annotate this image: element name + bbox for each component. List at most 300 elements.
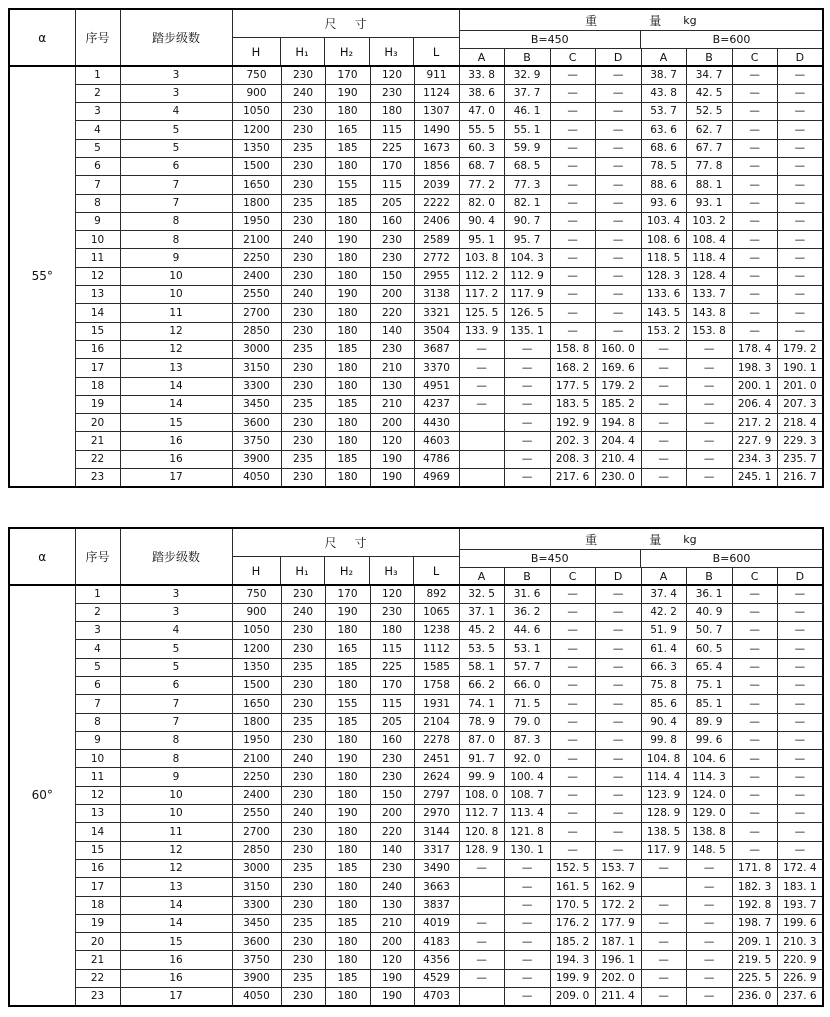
- cell-b600-C: —: [732, 322, 777, 340]
- cell-b600-D: —: [777, 322, 823, 340]
- cell-serial: 4: [75, 121, 120, 139]
- cell-H: 1800: [232, 194, 281, 212]
- cell-b450-D: 179. 2: [595, 377, 641, 395]
- cell-b600-D: —: [777, 841, 823, 859]
- cell-L: 3138: [414, 286, 459, 304]
- cell-b600-D: —: [777, 194, 823, 212]
- cell-b600-B: 65. 4: [686, 658, 732, 676]
- cell-L: 1124: [414, 84, 459, 102]
- cell-b600-C: 178. 4: [732, 340, 777, 358]
- cell-b600-D: —: [777, 750, 823, 768]
- cell-b600-D: —: [777, 66, 823, 84]
- cell-H1: 230: [281, 786, 325, 804]
- cell-H: 3150: [232, 359, 281, 377]
- cell-H1: 240: [281, 603, 325, 621]
- table-row: [9, 676, 823, 694]
- cell-b450-D: —: [595, 103, 641, 121]
- cell-H2: 180: [325, 249, 370, 267]
- cell-steps: 14: [120, 395, 232, 413]
- cell-H1: 230: [281, 66, 325, 84]
- cell-b600-A: 66. 3: [641, 658, 686, 676]
- cell-H1: 230: [281, 304, 325, 322]
- cell-b600-B: —: [686, 395, 732, 413]
- table-row: [9, 322, 823, 340]
- cell-H3: 205: [370, 194, 414, 212]
- cell-steps: 16: [120, 450, 232, 468]
- cell-b450-A: 33. 8: [459, 66, 504, 84]
- cell-L: 3317: [414, 841, 459, 859]
- table-row: [9, 914, 823, 932]
- cell-b450-A: 32. 5: [459, 585, 504, 603]
- cell-b450-C: —: [550, 249, 595, 267]
- cell-b600-A: 133. 6: [641, 286, 686, 304]
- cell-b450-C: 183. 5: [550, 395, 595, 413]
- cell-steps: 7: [120, 695, 232, 713]
- weight-unit: kg: [683, 13, 697, 27]
- cell-b450-D: —: [595, 585, 641, 603]
- cell-L: 3490: [414, 859, 459, 877]
- cell-b450-A: [459, 432, 504, 450]
- cell-b450-C: —: [550, 139, 595, 157]
- cell-steps: 10: [120, 286, 232, 304]
- col-header-H2: H₂: [325, 557, 370, 584]
- cell-serial: 15: [75, 322, 120, 340]
- cell-b600-C: —: [732, 585, 777, 603]
- cell-b600-C: 234. 3: [732, 450, 777, 468]
- cell-H1: 230: [281, 622, 325, 640]
- weight-title: 重 量 kg: [460, 10, 823, 31]
- cell-b450-C: 177. 5: [550, 377, 595, 395]
- cell-H3: 130: [370, 896, 414, 914]
- cell-b450-A: 68. 7: [459, 157, 504, 175]
- cell-b450-B: 57. 7: [504, 658, 550, 676]
- col-header-b600-B: B: [687, 568, 733, 584]
- cell-H2: 180: [325, 878, 370, 896]
- cell-H3: 200: [370, 933, 414, 951]
- cell-b600-B: —: [686, 377, 732, 395]
- cell-H1: 230: [281, 157, 325, 175]
- cell-H1: 230: [281, 267, 325, 285]
- cell-b600-C: —: [732, 286, 777, 304]
- cell-b450-C: —: [550, 603, 595, 621]
- cell-b450-A: 53. 5: [459, 640, 504, 658]
- cell-steps: 11: [120, 823, 232, 841]
- cell-b450-C: —: [550, 231, 595, 249]
- cell-H2: 180: [325, 432, 370, 450]
- cell-H2: 180: [325, 322, 370, 340]
- cell-b450-B: —: [504, 395, 550, 413]
- cell-b450-C: —: [550, 622, 595, 640]
- cell-H3: 230: [370, 859, 414, 877]
- cell-b600-A: —: [641, 896, 686, 914]
- cell-b450-B: —: [504, 988, 550, 1006]
- cell-b600-D: 218. 4: [777, 414, 823, 432]
- cell-b600-D: 201. 0: [777, 377, 823, 395]
- cell-b600-C: —: [732, 805, 777, 823]
- cell-b450-C: 161. 5: [550, 878, 595, 896]
- cell-b450-D: —: [595, 84, 641, 102]
- cell-L: 892: [414, 585, 459, 603]
- cell-b450-C: —: [550, 286, 595, 304]
- cell-serial: 23: [75, 988, 120, 1006]
- cell-b450-D: 153. 7: [595, 859, 641, 877]
- cell-H1: 230: [281, 322, 325, 340]
- cell-b600-B: —: [686, 414, 732, 432]
- table-row: [9, 212, 823, 230]
- cell-b450-D: 210. 4: [595, 450, 641, 468]
- table-row: [9, 249, 823, 267]
- cell-H: 1950: [232, 212, 281, 230]
- cell-b600-C: —: [732, 139, 777, 157]
- cell-H3: 140: [370, 322, 414, 340]
- cell-H: 900: [232, 84, 281, 102]
- cell-b600-A: 103. 4: [641, 212, 686, 230]
- cell-L: 3504: [414, 322, 459, 340]
- cell-H1: 230: [281, 841, 325, 859]
- cell-serial: 10: [75, 750, 120, 768]
- cell-steps: 12: [120, 841, 232, 859]
- cell-b600-B: 36. 1: [686, 585, 732, 603]
- cell-b450-B: —: [504, 414, 550, 432]
- cell-b600-B: 153. 8: [686, 322, 732, 340]
- cell-b600-B: —: [686, 988, 732, 1006]
- cell-b600-A: 43. 8: [641, 84, 686, 102]
- cell-b600-D: —: [777, 121, 823, 139]
- cell-b600-A: 138. 5: [641, 823, 686, 841]
- cell-H2: 185: [325, 194, 370, 212]
- cell-H: 2850: [232, 322, 281, 340]
- cell-H3: 120: [370, 432, 414, 450]
- cell-b450-A: 103. 8: [459, 249, 504, 267]
- cell-steps: 12: [120, 322, 232, 340]
- table-row: [9, 414, 823, 432]
- cell-b450-A: 47. 0: [459, 103, 504, 121]
- cell-L: 2104: [414, 713, 459, 731]
- cell-b450-B: —: [504, 951, 550, 969]
- cell-b600-A: 68. 6: [641, 139, 686, 157]
- cell-b600-D: —: [777, 676, 823, 694]
- table-row: [9, 66, 823, 84]
- cell-H1: 230: [281, 121, 325, 139]
- cell-H: 1200: [232, 640, 281, 658]
- cell-serial: 17: [75, 878, 120, 896]
- cell-b450-A: 78. 9: [459, 713, 504, 731]
- cell-H3: 160: [370, 212, 414, 230]
- cell-b600-A: —: [641, 859, 686, 877]
- cell-H3: 225: [370, 658, 414, 676]
- cell-H1: 230: [281, 377, 325, 395]
- cell-b450-B: 121. 8: [504, 823, 550, 841]
- cell-H3: 150: [370, 786, 414, 804]
- cell-steps: 3: [120, 603, 232, 621]
- table-row: [9, 194, 823, 212]
- cell-b450-D: —: [595, 695, 641, 713]
- col-header-steps: 踏步级数: [120, 528, 232, 585]
- cell-steps: 13: [120, 359, 232, 377]
- table-row: [9, 585, 823, 603]
- cell-b450-A: 82. 0: [459, 194, 504, 212]
- cell-serial: 16: [75, 859, 120, 877]
- cell-H: 3150: [232, 878, 281, 896]
- cell-b600-B: 138. 8: [686, 823, 732, 841]
- cell-serial: 22: [75, 969, 120, 987]
- cell-H: 3450: [232, 395, 281, 413]
- cell-b450-D: —: [595, 304, 641, 322]
- cell-b450-A: 108. 0: [459, 786, 504, 804]
- cell-steps: 5: [120, 139, 232, 157]
- col-header-H1: H₁: [281, 557, 325, 584]
- cell-b600-D: 193. 7: [777, 896, 823, 914]
- cell-b450-D: —: [595, 267, 641, 285]
- cell-H2: 190: [325, 286, 370, 304]
- cell-H: 3600: [232, 414, 281, 432]
- cell-H3: 200: [370, 286, 414, 304]
- table-row: [9, 896, 823, 914]
- cell-H: 750: [232, 585, 281, 603]
- table-row: [9, 359, 823, 377]
- cell-H: 3000: [232, 859, 281, 877]
- cell-b450-D: —: [595, 640, 641, 658]
- cell-H1: 235: [281, 859, 325, 877]
- cell-b450-A: —: [459, 377, 504, 395]
- cell-serial: 9: [75, 731, 120, 749]
- cell-b600-B: 34. 7: [686, 66, 732, 84]
- cell-b450-D: —: [595, 194, 641, 212]
- cell-b600-D: —: [777, 603, 823, 621]
- cell-b600-B: 50. 7: [686, 622, 732, 640]
- cell-L: 2222: [414, 194, 459, 212]
- cell-b450-A: —: [459, 914, 504, 932]
- table-row: [9, 731, 823, 749]
- cell-H: 2400: [232, 786, 281, 804]
- col-header-b450-A: A: [460, 49, 505, 65]
- cell-b600-A: 93. 6: [641, 194, 686, 212]
- cell-H1: 230: [281, 695, 325, 713]
- cell-b600-A: 143. 5: [641, 304, 686, 322]
- cell-b600-D: —: [777, 768, 823, 786]
- cell-b600-C: —: [732, 768, 777, 786]
- cell-steps: 10: [120, 786, 232, 804]
- cell-b600-A: —: [641, 432, 686, 450]
- cell-H: 3450: [232, 914, 281, 932]
- cell-H2: 180: [325, 951, 370, 969]
- cell-b600-C: —: [732, 622, 777, 640]
- cell-b450-D: 202. 0: [595, 969, 641, 987]
- cell-b600-A: 128. 9: [641, 805, 686, 823]
- cell-b450-B: 59. 9: [504, 139, 550, 157]
- cell-b450-A: 66. 2: [459, 676, 504, 694]
- cell-H3: 230: [370, 231, 414, 249]
- cell-H3: 220: [370, 823, 414, 841]
- cell-serial: 19: [75, 395, 120, 413]
- cell-H3: 130: [370, 377, 414, 395]
- cell-steps: 13: [120, 878, 232, 896]
- cell-serial: 23: [75, 469, 120, 487]
- cell-b450-C: —: [550, 805, 595, 823]
- cell-H3: 210: [370, 395, 414, 413]
- cell-b600-D: 229. 3: [777, 432, 823, 450]
- cell-b600-B: 89. 9: [686, 713, 732, 731]
- cell-L: 1758: [414, 676, 459, 694]
- cell-H: 1200: [232, 121, 281, 139]
- cell-L: 2589: [414, 231, 459, 249]
- cell-b600-C: 198. 7: [732, 914, 777, 932]
- cell-b600-D: —: [777, 713, 823, 731]
- cell-b450-A: 60. 3: [459, 139, 504, 157]
- cell-b600-C: —: [732, 267, 777, 285]
- cell-b450-B: 108. 7: [504, 786, 550, 804]
- cell-b600-B: 103. 2: [686, 212, 732, 230]
- cell-b450-D: 194. 8: [595, 414, 641, 432]
- cell-b450-B: 104. 3: [504, 249, 550, 267]
- cell-L: 4237: [414, 395, 459, 413]
- cell-b600-D: —: [777, 286, 823, 304]
- cell-steps: 6: [120, 157, 232, 175]
- cell-H3: 225: [370, 139, 414, 157]
- cell-H: 2100: [232, 231, 281, 249]
- dimensions-title: 尺 寸: [233, 10, 459, 38]
- table-row: [9, 103, 823, 121]
- cell-H2: 185: [325, 340, 370, 358]
- cell-b450-A: 55. 5: [459, 121, 504, 139]
- cell-b450-D: —: [595, 249, 641, 267]
- cell-b600-C: —: [732, 121, 777, 139]
- cell-b450-D: —: [595, 121, 641, 139]
- cell-L: 2797: [414, 786, 459, 804]
- cell-b450-B: —: [504, 914, 550, 932]
- table-row: [9, 713, 823, 731]
- cell-b450-C: —: [550, 585, 595, 603]
- cell-b450-C: 199. 9: [550, 969, 595, 987]
- cell-H1: 240: [281, 84, 325, 102]
- cell-b450-A: 45. 2: [459, 622, 504, 640]
- col-group-b600: B=600: [712, 33, 751, 46]
- cell-steps: 8: [120, 212, 232, 230]
- cell-H: 1350: [232, 658, 281, 676]
- cell-b600-D: 216. 7: [777, 469, 823, 487]
- cell-H: 1800: [232, 713, 281, 731]
- cell-b600-C: —: [732, 640, 777, 658]
- cell-b600-D: —: [777, 103, 823, 121]
- cell-b450-B: 87. 3: [504, 731, 550, 749]
- cell-b450-A: 87. 0: [459, 731, 504, 749]
- cell-b450-D: 169. 6: [595, 359, 641, 377]
- alpha-value: 55°: [9, 66, 75, 487]
- cell-H1: 235: [281, 969, 325, 987]
- cell-serial: 22: [75, 450, 120, 468]
- cell-H1: 230: [281, 103, 325, 121]
- cell-H2: 190: [325, 805, 370, 823]
- cell-b450-B: —: [504, 432, 550, 450]
- cell-steps: 10: [120, 805, 232, 823]
- cell-H3: 240: [370, 878, 414, 896]
- cell-b450-B: 79. 0: [504, 713, 550, 731]
- cell-b600-B: 108. 4: [686, 231, 732, 249]
- cell-b600-D: —: [777, 84, 823, 102]
- cell-H3: 220: [370, 304, 414, 322]
- cell-H1: 235: [281, 395, 325, 413]
- cell-b600-D: —: [777, 231, 823, 249]
- cell-b450-C: —: [550, 750, 595, 768]
- cell-b600-B: —: [686, 914, 732, 932]
- cell-serial: 1: [75, 66, 120, 84]
- cell-steps: 12: [120, 859, 232, 877]
- cell-b450-A: 120. 8: [459, 823, 504, 841]
- col-group-dimensions: [232, 9, 459, 66]
- cell-b450-B: 53. 1: [504, 640, 550, 658]
- cell-b600-C: —: [732, 157, 777, 175]
- cell-serial: 20: [75, 933, 120, 951]
- cell-H1: 235: [281, 450, 325, 468]
- cell-serial: 21: [75, 432, 120, 450]
- cell-steps: 7: [120, 713, 232, 731]
- cell-steps: 16: [120, 969, 232, 987]
- cell-b450-D: —: [595, 768, 641, 786]
- table-row: [9, 84, 823, 102]
- cell-b450-B: 126. 5: [504, 304, 550, 322]
- cell-b600-A: 78. 5: [641, 157, 686, 175]
- cell-L: 1490: [414, 121, 459, 139]
- cell-L: 2624: [414, 768, 459, 786]
- cell-b450-D: —: [595, 603, 641, 621]
- cell-steps: 15: [120, 414, 232, 432]
- cell-serial: 18: [75, 896, 120, 914]
- cell-serial: 17: [75, 359, 120, 377]
- col-header-b450-C: C: [551, 568, 596, 584]
- cell-b450-B: 95. 7: [504, 231, 550, 249]
- cell-H1: 240: [281, 750, 325, 768]
- cell-H: 1050: [232, 103, 281, 121]
- cell-H2: 180: [325, 731, 370, 749]
- cell-L: 4603: [414, 432, 459, 450]
- cell-b600-C: —: [732, 194, 777, 212]
- table-row: [9, 658, 823, 676]
- cell-H1: 235: [281, 914, 325, 932]
- cell-b600-D: —: [777, 176, 823, 194]
- cell-b600-C: 219. 5: [732, 951, 777, 969]
- cell-b450-A: [459, 450, 504, 468]
- cell-H2: 185: [325, 139, 370, 157]
- cell-steps: 14: [120, 896, 232, 914]
- cell-serial: 12: [75, 267, 120, 285]
- cell-L: 4019: [414, 914, 459, 932]
- cell-b600-A: —: [641, 933, 686, 951]
- col-header-b450-B: B: [505, 568, 551, 584]
- cell-steps: 10: [120, 267, 232, 285]
- cell-steps: 14: [120, 377, 232, 395]
- cell-steps: 7: [120, 194, 232, 212]
- cell-b600-B: 99. 6: [686, 731, 732, 749]
- cell-b450-B: —: [504, 933, 550, 951]
- cell-b450-D: 187. 1: [595, 933, 641, 951]
- cell-serial: 3: [75, 103, 120, 121]
- cell-b450-A: 128. 9: [459, 841, 504, 859]
- cell-b450-B: —: [504, 859, 550, 877]
- table-row: [9, 286, 823, 304]
- cell-H2: 180: [325, 988, 370, 1006]
- cell-b600-C: —: [732, 676, 777, 694]
- cell-b600-C: 198. 3: [732, 359, 777, 377]
- cell-b600-B: —: [686, 878, 732, 896]
- cell-H2: 155: [325, 695, 370, 713]
- cell-b450-A: —: [459, 359, 504, 377]
- cell-b450-D: —: [595, 841, 641, 859]
- cell-H1: 235: [281, 658, 325, 676]
- cell-b450-B: 68. 5: [504, 157, 550, 175]
- table-row: [9, 340, 823, 358]
- cell-b600-A: —: [641, 469, 686, 487]
- cell-L: 4969: [414, 469, 459, 487]
